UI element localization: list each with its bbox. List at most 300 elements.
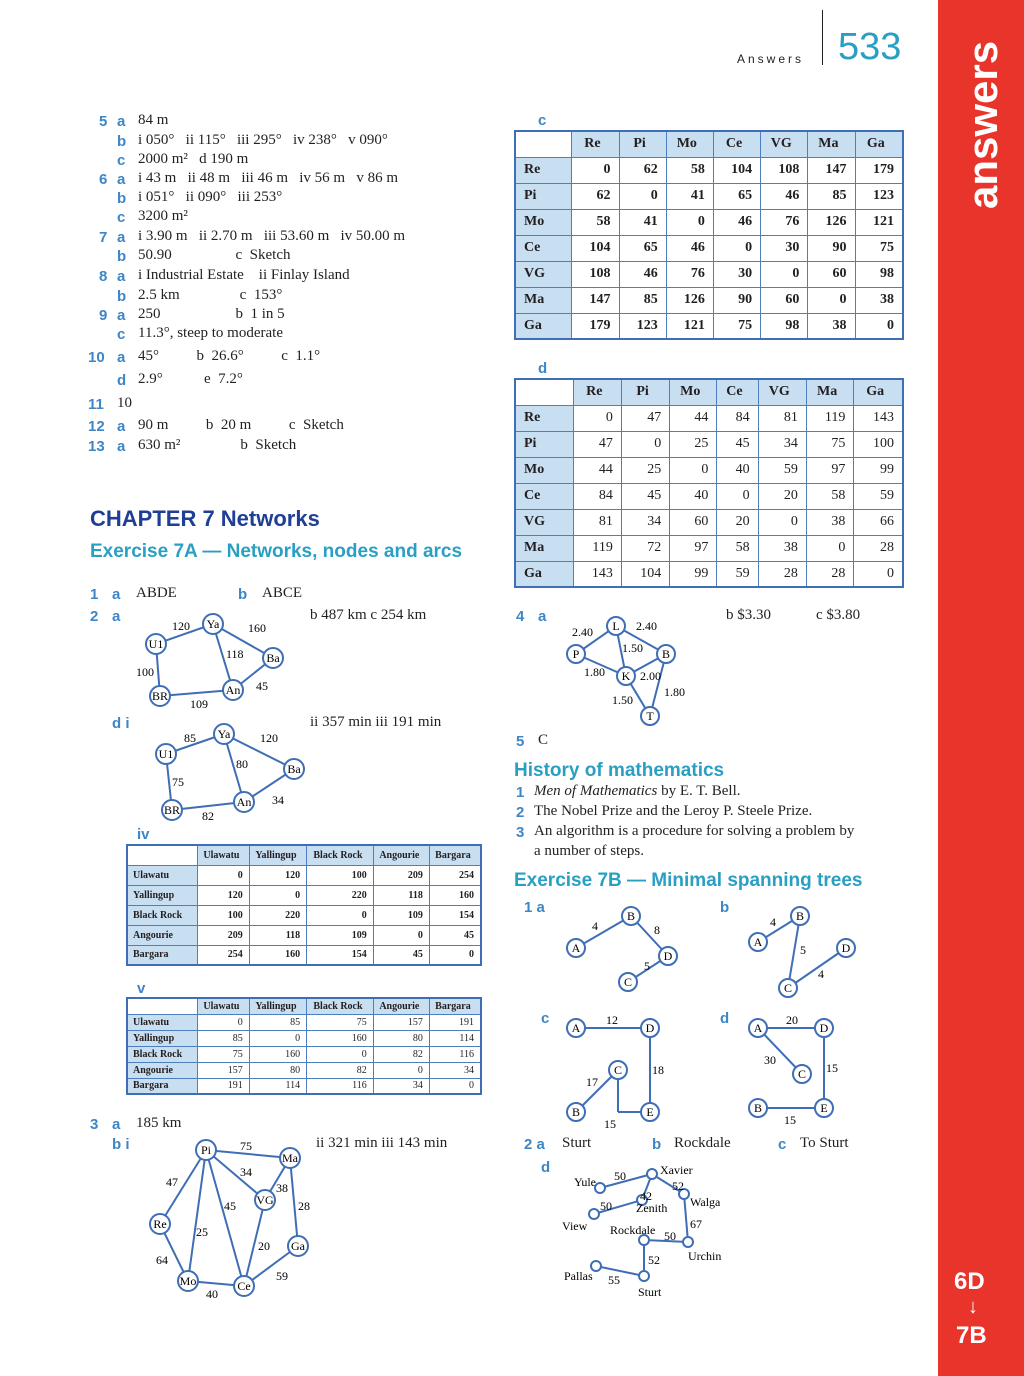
answer-number: 7 [99, 229, 108, 246]
table-cell: 34 [621, 509, 669, 535]
table-cell: 40 [670, 483, 717, 509]
node-label: An [236, 795, 252, 809]
edge-weight: 2.00 [640, 669, 661, 683]
table-cell: 58 [572, 209, 619, 235]
node-label: Ma [282, 1151, 298, 1165]
table-cell: 58 [717, 535, 758, 561]
node-label: K [621, 669, 631, 683]
column-header: Yallingup [249, 845, 306, 865]
table-cell: 119 [806, 405, 854, 431]
table-cell: 0 [670, 457, 717, 483]
table-cell: 114 [249, 1078, 306, 1094]
edge-weight: 75 [240, 1139, 252, 1153]
table-cell: 38 [855, 287, 903, 313]
node-label: U1 [158, 747, 174, 761]
tree-1d-nodes [749, 1019, 833, 1117]
history-text: The Nobel Prize and the Leroy P. Steele Prize. [534, 803, 813, 819]
edge-weight: 15 [604, 1117, 616, 1131]
node-label: View [562, 1219, 588, 1233]
q4-answer-b: b $3.30 [726, 607, 771, 623]
node-label: D [819, 1021, 829, 1035]
table-cell: 104 [713, 157, 760, 183]
node-label: E [646, 1105, 654, 1119]
table-cell: 0 [307, 1046, 374, 1062]
node-label: Sturt [638, 1285, 662, 1298]
answer-number: 8 [99, 268, 108, 285]
q5-number: 5 [516, 733, 525, 750]
tab-to: 7B [956, 1322, 987, 1349]
node-label: Zenith [636, 1201, 668, 1215]
table-cell: 85 [619, 287, 666, 313]
table-row [127, 1062, 481, 1078]
edge-weight: 34 [240, 1165, 252, 1179]
table-cell: 75 [307, 1014, 374, 1030]
table-cell: 123 [855, 183, 903, 209]
edge-weight: 42 [640, 1189, 652, 1203]
table-cell: 90 [808, 235, 855, 261]
table-cell: 98 [761, 313, 808, 339]
column-header: VG [761, 131, 808, 157]
node-label: C [623, 975, 633, 989]
answer-text: 90 m b 20 m c Sketch [138, 417, 344, 433]
edge-weight: 120 [172, 619, 190, 633]
answer-number: 5 [99, 113, 108, 130]
table-cell: 60 [761, 287, 808, 313]
node-label: Xavier [660, 1163, 693, 1177]
node-label: C [797, 1067, 807, 1081]
answer-text: i Industrial Estate ii Finlay Island [138, 267, 350, 283]
table-cell: 100 [307, 865, 374, 885]
table-cell: 98 [855, 261, 903, 287]
table-cell: 66 [854, 509, 903, 535]
q4-part-a: a [538, 608, 547, 625]
table-cell: 160 [429, 885, 481, 905]
table-cell: 45 [621, 483, 669, 509]
answer-text: 3200 m² [138, 208, 188, 224]
table-corner [515, 131, 572, 157]
q2-answer-bc: b 487 km c 254 km [310, 607, 427, 623]
row-header: Angourie [127, 1062, 198, 1078]
edge-weight: 20 [258, 1239, 270, 1253]
table-cell: 123 [619, 313, 666, 339]
node-label: Ya [206, 617, 220, 631]
history-answer [534, 783, 741, 800]
history-answer [534, 823, 854, 840]
edge-weight: 4 [770, 915, 776, 929]
answer-text: 84 m [138, 112, 169, 128]
table-cell: 0 [713, 235, 760, 261]
node-label: An [225, 683, 241, 697]
table-cell: 59 [717, 561, 758, 587]
edge-weight: 30 [764, 1053, 776, 1067]
answer-text: i 43 m ii 48 m iii 46 m iv 56 m v 86 m [138, 170, 399, 186]
row-header: Angourie [127, 925, 198, 945]
table-cell: 157 [198, 1062, 250, 1078]
table-cell: 41 [619, 209, 666, 235]
table-cell: 108 [572, 261, 619, 287]
graph-4a [560, 612, 700, 732]
node-label: Rockdale [610, 1223, 656, 1237]
table-row [515, 287, 903, 313]
table-cell: 46 [713, 209, 760, 235]
node-label: D [841, 941, 851, 955]
table-cell: 191 [429, 1014, 481, 1030]
table-cell: 47 [621, 405, 669, 431]
edge-weight: 85 [184, 731, 196, 745]
table-cell: 104 [621, 561, 669, 587]
edge-weight: 8 [654, 923, 660, 937]
q2-part-v: v [137, 980, 146, 997]
edge-weight: 1.50 [612, 693, 633, 707]
node-label: D [663, 949, 673, 963]
column-header: Black Rock [307, 998, 374, 1014]
table-row [127, 885, 481, 905]
column-header: Black Rock [307, 845, 374, 865]
table-cell: 76 [761, 209, 808, 235]
answer-part: c [117, 209, 126, 226]
table-cell: 85 [249, 1014, 306, 1030]
table-cell: 75 [198, 1046, 250, 1062]
node-label: BR [151, 689, 169, 703]
table-row [515, 561, 903, 587]
table-cell: 108 [761, 157, 808, 183]
answer-text: 630 m² b Sketch [138, 437, 297, 453]
table-row [515, 405, 903, 431]
table-cell: 75 [855, 235, 903, 261]
table-cell: 0 [854, 561, 903, 587]
node-label: B [626, 909, 636, 923]
column-header: Ce [713, 131, 760, 157]
answer-number: 13 [88, 438, 105, 455]
answer-text: 10 [117, 395, 132, 411]
table-cell: 28 [806, 561, 854, 587]
table-cell: 34 [429, 1062, 481, 1078]
column-header: Re [572, 131, 619, 157]
edge-weight: 15 [784, 1113, 796, 1127]
table-cell: 34 [373, 1078, 429, 1094]
tab-from: 6D [954, 1268, 985, 1295]
q1-answer-a: ABDE [136, 585, 177, 601]
table-cell: 41 [666, 183, 713, 209]
table-cell: 0 [198, 865, 250, 885]
table-cell: 82 [373, 1046, 429, 1062]
node-label: C [783, 981, 793, 995]
table-cell: 25 [621, 457, 669, 483]
table-cell: 81 [758, 405, 806, 431]
table-corner [127, 998, 198, 1014]
tree-node [683, 1237, 693, 1247]
table-cell: 0 [806, 535, 854, 561]
tab-arrow: ↓ [968, 1296, 978, 1318]
q2-part-d: d i [112, 715, 130, 732]
table-row [127, 1014, 481, 1030]
node-label: Re [153, 1217, 167, 1231]
table-cell: 34 [758, 431, 806, 457]
tree-1b [740, 902, 870, 1002]
edge-weight: 38 [276, 1181, 288, 1195]
column-header: Angourie [373, 845, 429, 865]
q2-answer-d-ii-iii: ii 357 min iii 191 min [310, 714, 442, 730]
column-header: Mo [666, 131, 713, 157]
history-answer [534, 843, 644, 860]
column-header: Ce [717, 379, 758, 405]
exercise-7b-title: Exercise 7B — Minimal spanning trees [514, 870, 863, 891]
row-header: Black Rock [127, 905, 198, 925]
edge-weight: 52 [672, 1179, 684, 1193]
table-cell: 126 [808, 209, 855, 235]
answer-number: 9 [99, 307, 108, 324]
answer-text: i 3.90 m ii 2.70 m iii 53.60 m iv 50.00 m [138, 228, 406, 244]
node-label: Urchin [688, 1249, 722, 1263]
table-cell: 20 [717, 509, 758, 535]
answer-part: a [117, 349, 126, 366]
answer-part: a [117, 268, 126, 285]
table-row [515, 261, 903, 287]
table-cell: 0 [373, 925, 429, 945]
table-cell: 44 [670, 405, 717, 431]
7b-q1c: c [541, 1010, 550, 1027]
table-cell: 154 [307, 945, 374, 965]
row-header: VG [515, 509, 573, 535]
row-header: Black Rock [127, 1046, 198, 1062]
table-cell: 59 [854, 483, 903, 509]
table-cell: 0 [429, 945, 481, 965]
row-header: Re [515, 157, 572, 183]
row-header: Ulawatu [127, 1014, 198, 1030]
history-number: 3 [516, 824, 525, 841]
column-header: Bargara [429, 845, 481, 865]
q2-part-a: a [112, 608, 121, 625]
column-header: Ga [854, 379, 903, 405]
tree-node [595, 1183, 605, 1193]
edge-weight: 25 [196, 1225, 208, 1239]
table-cell: 62 [572, 183, 619, 209]
table-cell: 143 [573, 561, 621, 587]
table-cell: 45 [429, 925, 481, 945]
table-cell: 0 [249, 885, 306, 905]
table-cell: 0 [621, 431, 669, 457]
edge-weight: 118 [226, 647, 244, 661]
table-cell: 97 [670, 535, 717, 561]
table-cell: 65 [619, 235, 666, 261]
table-cell: 143 [854, 405, 903, 431]
q4-answer-c: c $3.80 [816, 607, 861, 623]
table-cell: 85 [808, 183, 855, 209]
table-cell: 40 [717, 457, 758, 483]
table-row [515, 535, 903, 561]
row-header: Mo [515, 209, 572, 235]
node-label: E [820, 1101, 828, 1115]
table-cell: 80 [373, 1030, 429, 1046]
tree-1c [560, 1012, 690, 1132]
chapter-tab [938, 0, 1024, 1376]
table-cell: 80 [249, 1062, 306, 1078]
column-header: Ulawatu [198, 998, 250, 1014]
table-cell: 0 [429, 1078, 481, 1094]
q3-part-c: c [538, 112, 547, 129]
tree-node [639, 1271, 649, 1281]
tree-1c-nodes [567, 1019, 659, 1121]
node-label: VG [256, 1193, 274, 1207]
answer-part: d [117, 372, 127, 389]
node-label: Ya [217, 727, 231, 741]
edge-weight: 109 [190, 697, 208, 710]
tree-1a [560, 902, 690, 1002]
edge-weight: 160 [248, 621, 266, 635]
running-header: Answers [737, 52, 805, 66]
table-row [515, 457, 903, 483]
row-header: VG [515, 261, 572, 287]
table-cell: 28 [758, 561, 806, 587]
table-cell: 100 [198, 905, 250, 925]
node-label: Walga [690, 1195, 721, 1209]
edge-weight: 52 [648, 1253, 660, 1267]
answer-part: c [117, 152, 126, 169]
table-cell: 147 [572, 287, 619, 313]
edge-weight: 15 [826, 1061, 838, 1075]
node-label: BR [163, 803, 181, 817]
history-number: 2 [516, 804, 525, 821]
table-cell: 254 [429, 865, 481, 885]
node-label: Ba [287, 762, 301, 776]
row-header: Re [515, 405, 573, 431]
table-corner [515, 379, 573, 405]
q1-number: 1 [90, 586, 99, 603]
table-cell: 121 [666, 313, 713, 339]
edge-weight: 1.80 [584, 665, 605, 679]
answer-text: 2.9° e 7.2° [138, 371, 243, 387]
table-cell: 179 [855, 157, 903, 183]
q3-number: 3 [90, 1116, 99, 1133]
edge-weight: 50 [600, 1199, 612, 1213]
history-number: 1 [516, 784, 525, 801]
answer-text: 50.90 c Sketch [138, 247, 291, 263]
row-header: Ma [515, 535, 573, 561]
table-cell: 119 [573, 535, 621, 561]
column-header: Ma [806, 379, 854, 405]
node-label: L [612, 619, 620, 633]
answer-part: c [117, 326, 126, 343]
node-label: D [645, 1021, 655, 1035]
edge-weight: 45 [256, 679, 268, 693]
q3-part-d: d [538, 360, 548, 377]
header-divider [822, 10, 823, 65]
edge-weight: 1.80 [664, 685, 685, 699]
table-cell: 209 [373, 865, 429, 885]
answer-text: 2.5 km c 153° [138, 287, 283, 303]
edge-weight: 80 [236, 757, 248, 771]
node-label: Pi [200, 1143, 212, 1157]
table-cell: 0 [758, 509, 806, 535]
table-cell: 116 [307, 1078, 374, 1094]
table-row [515, 235, 903, 261]
table-cell: 0 [307, 905, 374, 925]
table-cell: 160 [249, 1046, 306, 1062]
q5-answer: C [538, 732, 549, 748]
table-cell: 160 [249, 945, 306, 965]
column-header: Ga [855, 131, 903, 157]
row-header: Ga [515, 313, 572, 339]
page-number: 533 [838, 26, 902, 68]
node-label: B [753, 1101, 763, 1115]
table-row [515, 183, 903, 209]
table-cell: 82 [307, 1062, 374, 1078]
table-cell: 65 [713, 183, 760, 209]
table-cell: 99 [854, 457, 903, 483]
7b-q1b: b [720, 899, 730, 916]
row-header: Ga [515, 561, 573, 587]
table-cell: 0 [717, 483, 758, 509]
table-cell: 0 [573, 405, 621, 431]
q3-answer-b-ii-iii: ii 321 min iii 143 min [316, 1135, 448, 1151]
q3-part-bi: b i [112, 1136, 130, 1153]
table-cell: 28 [854, 535, 903, 561]
node-label: Mo [179, 1274, 197, 1288]
7b-q2b: b [652, 1136, 662, 1153]
tree-2d [560, 1158, 740, 1298]
graph-2di [150, 722, 320, 822]
edge-weight: 2.40 [572, 625, 593, 639]
table-cell: 100 [854, 431, 903, 457]
table-cell: 0 [855, 313, 903, 339]
node-label: B [571, 1105, 581, 1119]
table-cell: 58 [806, 483, 854, 509]
table-cell: 191 [198, 1078, 250, 1094]
edge-weight: 50 [614, 1169, 626, 1183]
edge-weight: 28 [298, 1199, 310, 1213]
table-cell: 60 [808, 261, 855, 287]
table-cell: 220 [249, 905, 306, 925]
answer-part: a [117, 307, 126, 324]
tree-node [589, 1209, 599, 1219]
edge-weight: 55 [608, 1273, 620, 1287]
answer-number: 10 [88, 349, 105, 366]
edge-weight: 17 [586, 1075, 598, 1089]
answer-part: b [117, 288, 127, 305]
node-label: B [795, 909, 805, 923]
table-cell: 38 [806, 509, 854, 535]
table-cell: 0 [761, 261, 808, 287]
table-row [515, 509, 903, 535]
table-cell: 179 [572, 313, 619, 339]
node-label: B [661, 647, 671, 661]
table-cell: 75 [713, 313, 760, 339]
history-title: History of mathematics [514, 760, 725, 781]
edge-weight: 50 [664, 1229, 676, 1243]
7b-q2d: d [541, 1159, 551, 1176]
table-cell: 46 [666, 235, 713, 261]
table-cell: 47 [573, 431, 621, 457]
edge-weight: 100 [136, 665, 154, 679]
table-cell: 81 [573, 509, 621, 535]
table-cell: 0 [808, 287, 855, 313]
row-header: Ce [515, 483, 573, 509]
table-cell: 46 [761, 183, 808, 209]
column-header: Bargara [429, 998, 481, 1014]
answer-text: i 050° ii 115° iii 295° iv 238° v 090° [138, 132, 388, 148]
table-cell: 154 [429, 905, 481, 925]
q1-part-b: b [238, 586, 248, 603]
row-header: Yallingup [127, 885, 198, 905]
table-cell: 109 [373, 905, 429, 925]
table-cell: 0 [198, 1014, 250, 1030]
edge-weight: 2.40 [636, 619, 657, 633]
table-cell: 118 [373, 885, 429, 905]
graph-2a [130, 610, 300, 710]
table-row [515, 313, 903, 339]
edge-weight: 120 [260, 731, 278, 745]
table-cell: 220 [307, 885, 374, 905]
